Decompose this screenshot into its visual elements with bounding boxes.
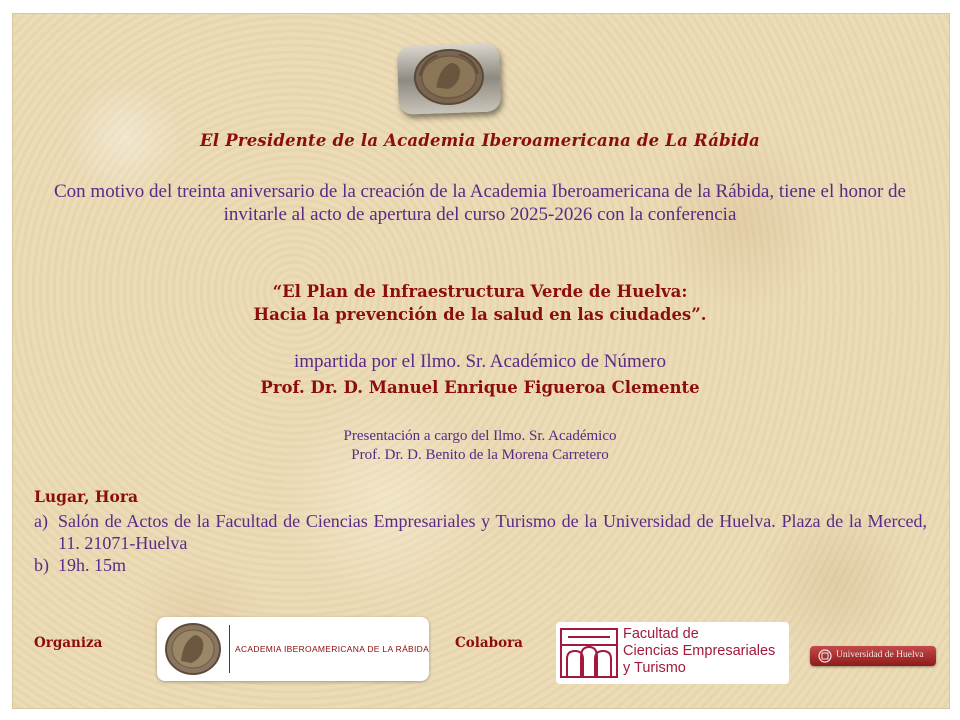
venue-item-text: 19h. 15m: [58, 555, 127, 575]
academy-seal-icon: [163, 621, 223, 677]
logo-divider: [229, 625, 230, 673]
invitation-intro: Con motivo del treinta aniversario de la creación de la Academia Iberoamericana de la Rábida, tiene el honor de invitarle al acto de apertura del curso 2025-2026 con la conferencia: [54, 181, 906, 225]
venue-list: [34, 510, 927, 576]
faculty-logo: [556, 622, 789, 684]
organiza-label: Organiza: [34, 635, 103, 651]
lecture-title-line-2: Hacia la prevención de la salud en las ciudades”.: [253, 305, 707, 324]
faculty-name: [623, 626, 775, 677]
speaker-intro: impartida por el Ilmo. Sr. Académico de Número: [294, 351, 666, 372]
venue-item-text: Salón de Actos de la Facultad de Ciencias Empresariales y Turismo de la Universidad de Huelva. Plaza de la Merced, 11. 21071-Huelva: [58, 511, 927, 553]
academy-name: ACADEMIA IBEROAMERICANA DE LA RÁBIDA: [235, 644, 430, 654]
arch-building-icon: [558, 625, 620, 681]
venue-heading: Lugar, Hora: [34, 487, 139, 506]
university-badge: [810, 646, 936, 666]
venue-item-marker: b): [34, 555, 49, 575]
speaker-name: Prof. Dr. D. Manuel Enrique Figueroa Clemente: [260, 378, 700, 397]
faculty-name-line-1: Facultad de: [623, 626, 699, 642]
faculty-name-line-3: y Turismo: [623, 660, 686, 676]
university-crest-icon: [818, 649, 832, 663]
lecture-title-line-1: “El Plan de Infraestructura Verde de Huelva:: [272, 282, 688, 301]
colabora-label: Colabora: [455, 635, 523, 651]
university-name: Universidad de Huelva: [836, 650, 924, 660]
faculty-name-line-2: Ciencias Empresariales: [623, 643, 776, 659]
invitation-title: El Presidente de la Academia Iberoamericana de La Rábida: [200, 131, 760, 150]
bronze-medal-icon: [397, 43, 501, 115]
presentation-credit: [0, 427, 960, 465]
venue-item-time: [34, 554, 927, 576]
presentation-line-2: Prof. Dr. D. Benito de la Morena Carretero: [351, 447, 609, 463]
venue-item-marker: a): [34, 511, 48, 531]
venue-item-place: [34, 510, 927, 554]
lecture-title: [0, 280, 960, 326]
academy-logo: [157, 617, 429, 681]
presentation-line-1: Presentación a cargo del Ilmo. Sr. Académico: [343, 428, 617, 444]
